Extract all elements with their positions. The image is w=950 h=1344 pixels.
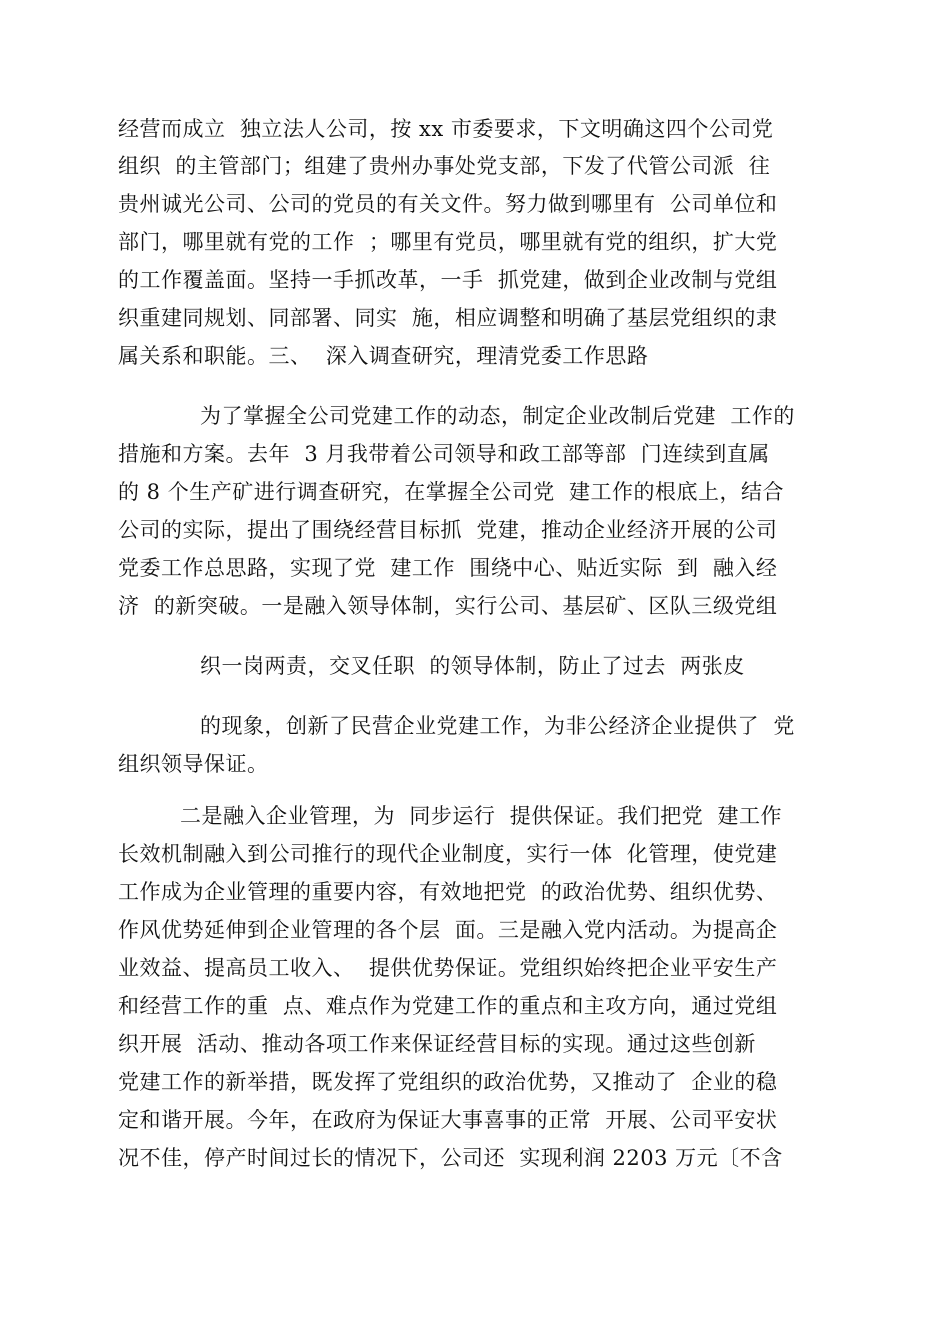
text-line: 况不佳，停产时间过长的情况下，公司还 实现利润 2203 万元〔不含 — [118, 1146, 783, 1170]
text-line: 的工作覆盖面。坚持一手抓改革，一手 抓党建，做到企业改制与党组 — [118, 268, 778, 292]
text-line: 工作成为企业管理的重要内容，有效地把党 的政治优势、组织优势、 — [118, 880, 778, 904]
text-line: 的 8 个生产矿进行调查研究，在掌握全公司党 建工作的根底上，结合 — [118, 480, 785, 504]
text-line: 为了掌握全公司党建工作的动态，制定企业改制后党建 工作的 — [200, 404, 795, 428]
text-line: 业效益、提高员工收入、 提供优势保证。党组织始终把企业平安生产 — [118, 956, 778, 980]
text-line: 党委工作总思路，实现了党 建工作 围绕中心、贴近实际 到 融入经 — [118, 556, 778, 580]
text-line: 作风优势延伸到企业管理的各个层 面。三是融入党内活动。为提高企 — [118, 918, 778, 942]
text-line: 部门，哪里就有党的工作 ；哪里有党员，哪里就有党的组织，扩大党 — [118, 230, 778, 254]
text-line: 长效机制融入到公司推行的现代企业制度，实行一体 化管理，使党建 — [118, 842, 778, 866]
text-line: 济 的新突破。一是融入领导体制，实行公司、基层矿、区队三级党组 — [118, 594, 778, 618]
text-line: 定和谐开展。今年，在政府为保证大事喜事的正常 开展、公司平安状 — [118, 1108, 778, 1132]
text-line: 措施和方案。去年 3 月我带着公司领导和政工部等部 门连续到直属 — [118, 442, 770, 466]
text-line: 的现象，创新了民营企业党建工作，为非公经济企业提供了 党 — [200, 714, 795, 738]
text-line: 组织领导保证。 — [118, 752, 269, 776]
text-line: 织开展 活动、推动各项工作来保证经营目标的实现。通过这些创新 — [118, 1032, 756, 1056]
text-line: 党建工作的新举措，既发挥了党组织的政治优势，又推动了 企业的稳 — [118, 1070, 778, 1094]
text-line: 和经营工作的重 点、难点作为党建工作的重点和主攻方向，通过党组 — [118, 994, 778, 1018]
text-line: 织一岗两责，交叉任职 的领导体制，防止了过去 两张皮 — [200, 654, 745, 678]
text-line: 公司的实际，提出了围绕经营目标抓 党建，推动企业经济开展的公司 — [118, 518, 778, 542]
text-line: 二是融入企业管理，为 同步运行 提供保证。我们把党 建工作 — [180, 804, 783, 828]
text-line: 织重建同规划、同部署、同实 施，相应调整和明确了基层党组织的隶 — [118, 306, 778, 330]
text-line: 属关系和职能。三、 深入调查研究，理清党委工作思路 — [118, 344, 649, 368]
text-line: 组织 的主管部门；组建了贵州办事处党支部，下发了代管公司派 往 — [118, 154, 771, 178]
text-line: 贵州诚光公司、公司的党员的有关文件。努力做到哪里有 公司单位和 — [118, 192, 778, 216]
text-line: 经营而成立 独立法人公司，按 xx 市委要求，下文明确这四个公司党 — [118, 117, 774, 141]
